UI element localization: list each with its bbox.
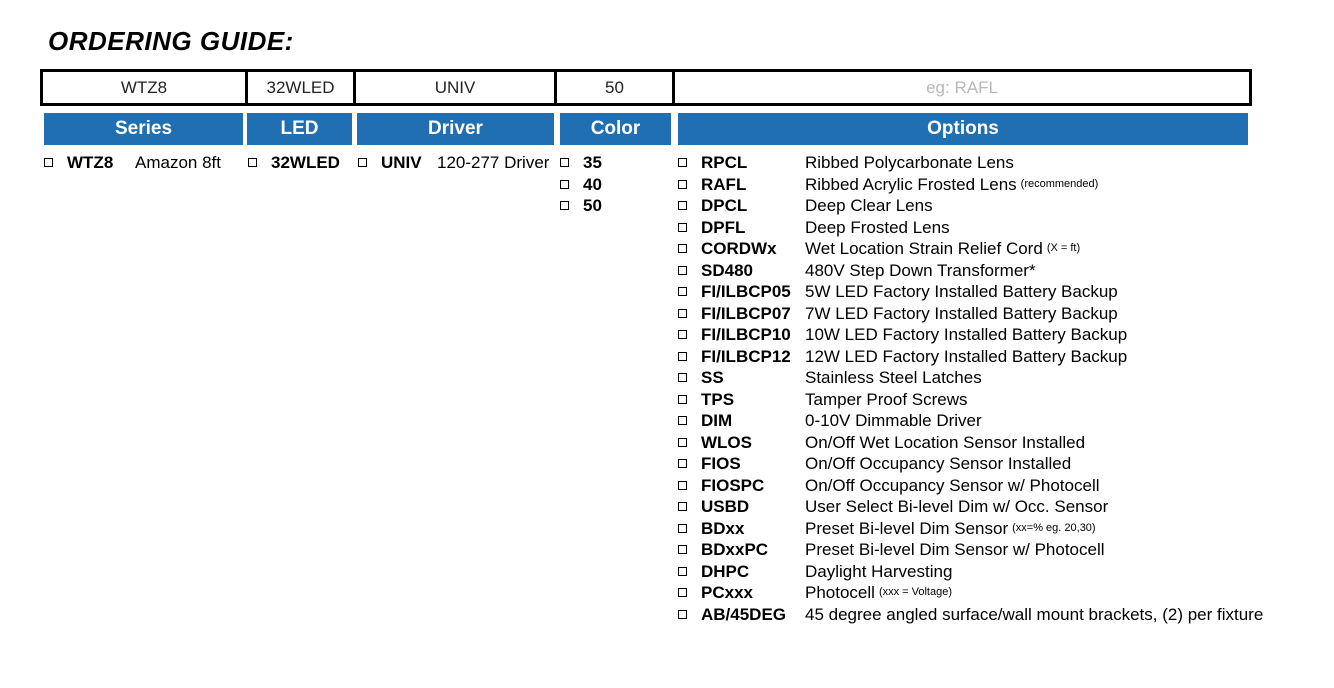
checkbox[interactable] [678, 266, 687, 275]
option-desc: On/Off Occupancy Sensor Installed [805, 454, 1072, 473]
order-field-series[interactable]: WTZ8 [40, 69, 248, 106]
checkbox[interactable] [678, 309, 687, 318]
header-color: Color [560, 113, 671, 145]
header-driver: Driver [357, 113, 554, 145]
option-item[interactable] [678, 518, 1263, 540]
option-code: CORDWx [701, 239, 777, 258]
checkbox[interactable] [678, 352, 687, 361]
option-item[interactable] [678, 174, 1263, 196]
option-item[interactable] [678, 324, 1263, 346]
option-desc: Wet Location Strain Relief Cord [805, 239, 1043, 258]
option-code: RPCL [701, 153, 748, 172]
option-desc: Photocell [805, 583, 875, 602]
option-code: SD480 [701, 260, 753, 280]
option-desc: Tamper Proof Screws [805, 389, 968, 409]
color-option[interactable] [560, 152, 602, 174]
checkbox[interactable] [678, 545, 687, 554]
option-code: RAFL [701, 174, 747, 194]
option-desc: 480V Step Down Transformer* [805, 260, 1036, 280]
option-item[interactable] [678, 496, 1263, 518]
driver-column [358, 152, 549, 174]
option-item[interactable] [678, 539, 1263, 561]
color-column [560, 152, 602, 217]
checkbox[interactable] [678, 223, 687, 232]
page-title: ORDERING GUIDE: [48, 26, 294, 56]
option-item[interactable] [678, 410, 1263, 432]
option-item[interactable] [678, 389, 1263, 411]
checkbox[interactable] [678, 201, 687, 210]
option-note: (xx=% eg. 20,30) [1012, 521, 1096, 534]
option-desc: 5W LED Factory Installed Battery Backup [805, 282, 1118, 301]
checkbox[interactable] [678, 416, 687, 425]
checkbox[interactable] [678, 610, 687, 619]
color-code: 35 [583, 153, 602, 172]
option-code: FIOS [701, 454, 741, 473]
option-desc: 12W LED Factory Installed Battery Backup [805, 346, 1128, 366]
order-field-color[interactable]: 50 [554, 69, 675, 106]
checkbox[interactable] [44, 158, 53, 167]
checkbox[interactable] [678, 459, 687, 468]
series-option[interactable] [44, 152, 221, 174]
checkbox[interactable] [678, 244, 687, 253]
option-desc: Ribbed Polycarbonate Lens [805, 153, 1014, 172]
option-item[interactable] [678, 367, 1263, 389]
option-desc: Daylight Harvesting [805, 561, 953, 581]
driver-desc: 120-277 Driver [437, 153, 550, 172]
order-code-row [40, 69, 1252, 106]
option-desc: On/Off Occupancy Sensor w/ Photocell [805, 475, 1100, 495]
checkbox[interactable] [678, 481, 687, 490]
option-desc: User Select Bi-level Dim w/ Occ. Sensor [805, 497, 1109, 516]
option-desc: 45 degree angled surface/wall mount brackets, (2) per fixture [805, 604, 1264, 624]
color-code: 40 [583, 174, 602, 194]
checkbox[interactable] [678, 158, 687, 167]
option-item[interactable] [678, 260, 1263, 282]
checkbox[interactable] [678, 287, 687, 296]
option-item[interactable] [678, 217, 1263, 239]
option-code: DHPC [701, 561, 750, 581]
option-desc: 7W LED Factory Installed Battery Backup [805, 303, 1118, 323]
option-code: TPS [701, 389, 735, 409]
option-code: WLOS [701, 432, 752, 452]
option-item[interactable] [678, 152, 1263, 174]
color-code: 50 [583, 196, 602, 215]
option-code: PCxxx [701, 583, 753, 602]
checkbox[interactable] [678, 180, 687, 189]
option-item[interactable] [678, 561, 1263, 583]
option-code: DPCL [701, 196, 748, 215]
led-column [248, 152, 340, 174]
checkbox[interactable] [248, 158, 257, 167]
option-item[interactable] [678, 303, 1263, 325]
option-item[interactable] [678, 281, 1263, 303]
option-item[interactable] [678, 195, 1263, 217]
option-item[interactable] [678, 604, 1263, 626]
checkbox[interactable] [560, 201, 569, 210]
option-code: FI/ILBCP07 [701, 303, 791, 323]
header-options: Options [678, 113, 1248, 145]
option-desc: Deep Clear Lens [805, 196, 933, 215]
options-column [678, 152, 1263, 625]
checkbox[interactable] [678, 330, 687, 339]
option-code: AB/45DEG [701, 604, 787, 624]
series-desc: Amazon 8ft [135, 153, 221, 172]
checkbox[interactable] [678, 438, 687, 447]
checkbox[interactable] [678, 567, 687, 576]
driver-option[interactable] [358, 152, 549, 174]
option-note: (recommended) [1020, 177, 1099, 190]
driver-code: UNIV [381, 153, 422, 172]
option-code: BDxx [701, 518, 745, 538]
checkbox[interactable] [678, 395, 687, 404]
option-code: SS [701, 368, 724, 387]
option-desc: Preset Bi-level Dim Sensor w/ Photocell [805, 540, 1105, 559]
option-item[interactable] [678, 582, 1263, 604]
order-field-driver[interactable]: UNIV [353, 69, 557, 106]
header-led: LED [247, 113, 352, 145]
checkbox[interactable] [678, 524, 687, 533]
led-option[interactable] [248, 152, 340, 174]
series-column [44, 152, 221, 174]
option-code: FI/ILBCP05 [701, 282, 791, 301]
option-code: DIM [701, 411, 733, 430]
checkbox[interactable] [560, 180, 569, 189]
option-desc: Ribbed Acrylic Frosted Lens [805, 174, 1017, 194]
order-field-led[interactable]: 32WLED [245, 69, 356, 106]
option-desc: Deep Frosted Lens [805, 217, 950, 237]
option-desc: 10W LED Factory Installed Battery Backup [805, 325, 1128, 344]
option-desc: 0-10V Dimmable Driver [805, 411, 982, 430]
option-desc: Stainless Steel Latches [805, 368, 982, 387]
series-code: WTZ8 [67, 153, 114, 172]
option-note: (X = ft) [1046, 242, 1081, 254]
checkbox[interactable] [358, 158, 367, 167]
option-item[interactable] [678, 346, 1263, 368]
option-code: FI/ILBCP12 [701, 346, 791, 366]
option-code: FI/ILBCP10 [701, 325, 791, 344]
option-note: (xxx = Voltage) [878, 586, 953, 598]
checkbox[interactable] [560, 158, 569, 167]
option-item[interactable] [678, 475, 1263, 497]
order-field-options[interactable]: eg: RAFL [672, 69, 1252, 106]
color-option[interactable] [560, 174, 602, 196]
color-option[interactable] [560, 195, 602, 217]
option-code: DPFL [701, 217, 746, 237]
option-item[interactable] [678, 453, 1263, 475]
option-desc: Preset Bi-level Dim Sensor [805, 518, 1009, 538]
option-desc: On/Off Wet Location Sensor Installed [805, 432, 1086, 452]
option-code: BDxxPC [701, 540, 769, 559]
checkbox[interactable] [678, 588, 687, 597]
option-item[interactable] [678, 432, 1263, 454]
option-code: FIOSPC [701, 475, 765, 495]
checkbox[interactable] [678, 373, 687, 382]
header-series: Series [44, 113, 243, 145]
option-code: USBD [701, 497, 750, 516]
checkbox[interactable] [678, 502, 687, 511]
led-code: 32WLED [271, 153, 340, 172]
option-item[interactable] [678, 238, 1263, 260]
